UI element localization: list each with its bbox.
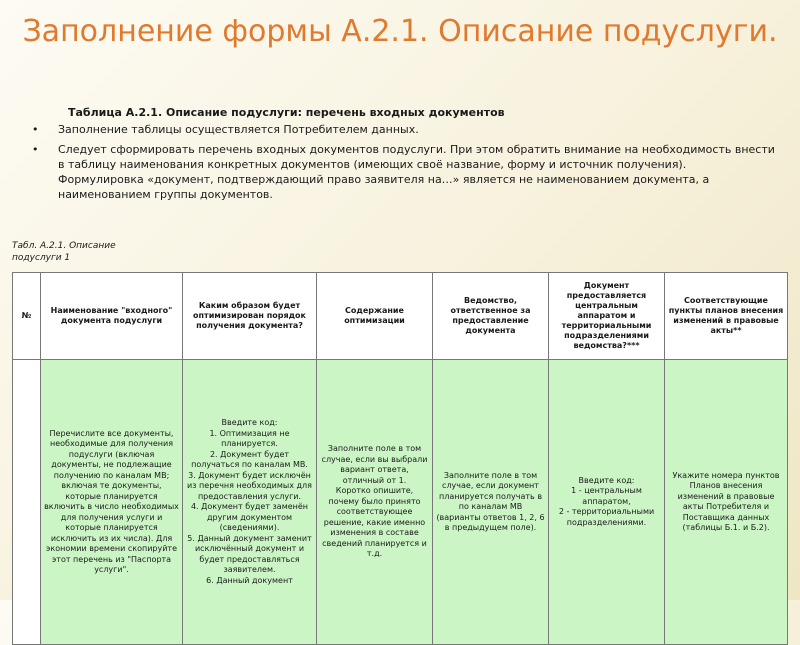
header-plan-items: Соответствующие пункты планов внесения изменений в правовые акты** — [665, 273, 788, 360]
header-number: № — [13, 273, 41, 360]
cell-optimization-content[interactable]: Заполните поле в том случае, если вы выбрали вариант ответа, отличный от 1. Коротко опишите, почему было принято соответствующее решение, какие именно изменения в составе сведений планируется и т.д. — [317, 360, 433, 645]
header-document-name: Наименование "входного" документа подуслуги — [41, 273, 183, 360]
cell-plan-items[interactable]: Укажите номера пунктов Планов внесения изменений в правовые акты Потребителя и Поставщика данных (таблицы Б.1. и Б.2). — [665, 360, 788, 645]
cell-responsible-agency[interactable]: Заполните поле в том случае, если документ планируется получать в по каналам МВ (варианты ответов 1, 2, 6 в предыдущем поле). — [433, 360, 549, 645]
cell-document-name[interactable]: Перечислите все документы, необходимые для получения подуслуги (включая документы, не подлежащие получению по каналам МВ; включая те документы, которые планируется включить в число необходимых для получения услуги и которые планируется исключить из их числа). Для экономии времени скопируйте этот перечень из "Паспорта услуги". — [41, 360, 183, 645]
header-provided-by: Документ предоставляется центральным аппаратом и территориальными подразделениями ведомства?*** — [549, 273, 665, 360]
table-header-row — [13, 273, 788, 360]
bullet-text: Заполнение таблицы осуществляется Потребителем данных. — [58, 123, 419, 136]
bullet-list — [30, 122, 775, 207]
table-caption: Табл. А.2.1. Описание подуслуги 1 — [12, 241, 116, 263]
bullet-text: Следует сформировать перечень входных документов подуслуги. При этом обратить внимание на необходимость внести в таблицу наименования конкретных документов (имеющих своё название, форму и источник получения). Формулировка «документ, подтверждающий право заявителя на…» является не наименованием документа, а наименованием группы документов. — [58, 143, 775, 201]
table-row — [13, 360, 788, 645]
cell-number[interactable] — [13, 360, 41, 645]
header-responsible-agency: Ведомство, ответственное за предоставление документа — [433, 273, 549, 360]
cell-optimization-method[interactable]: Введите код: 1. Оптимизация не планируется. 2. Документ будет получаться по каналам МВ. 3. Документ будет исключён из перечня необходимых для предоставления услуги. 4. Документ будет заменён другим документом (сведениями). 5. Данный документ заменит исключённый документ и будет предоставляться заявителем. 6. Данный документ — [183, 360, 317, 645]
bullet-icon: • — [32, 143, 39, 156]
table-subtitle: Таблица А.2.1. Описание подуслуги: перечень входных документов — [68, 106, 505, 119]
bullet-item — [30, 142, 775, 202]
bullet-item — [30, 122, 775, 137]
page-title: Заполнение формы А.2.1. Описание подуслуги. — [22, 14, 778, 49]
subservice-table — [12, 272, 788, 645]
header-optimization-method: Каким образом будет оптимизирован порядок получения документа? — [183, 273, 317, 360]
cell-provided-by[interactable]: Введите код: 1 - центральным аппаратом, 2 - территориальными подразделениями. — [549, 360, 665, 645]
bullet-icon: • — [32, 123, 39, 136]
header-optimization-content: Содержание оптимизации — [317, 273, 433, 360]
